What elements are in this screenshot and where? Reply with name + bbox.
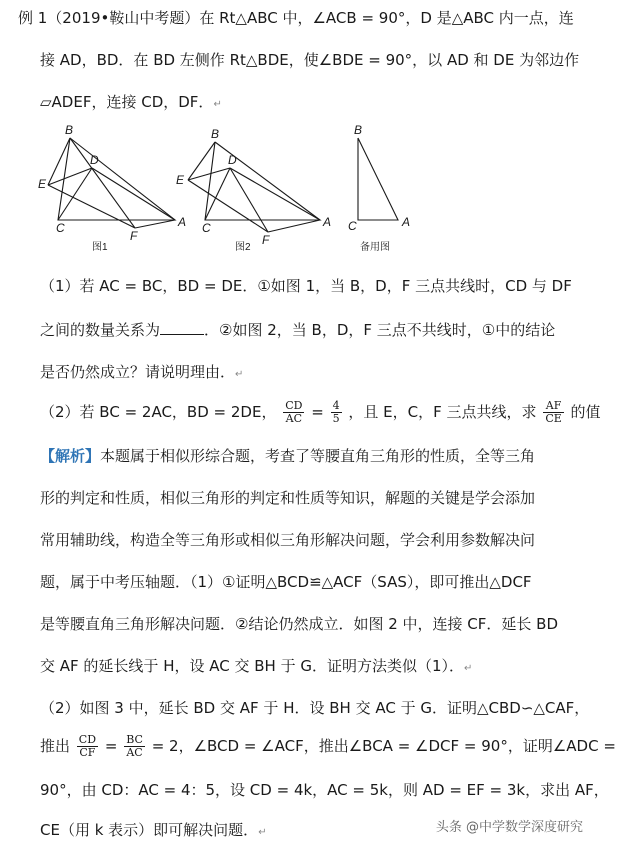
fig2-label-C: C [202,221,211,235]
answer-blank [160,320,204,335]
fig1-label-F: F [130,229,138,243]
watermark: 头条 @中学数学深度研究 [435,820,583,835]
fig1-label-A: A [178,215,187,229]
analysis-fraction-cd-cf: $\frac{CD}{CF}$ [78,733,97,759]
q2-fraction-af-ce: $\frac{AF}{CE}$ [545,399,562,425]
fig1-label-B: B [65,123,74,137]
analysis-line-6: 交 AF 的延长线于 H，设 AC 交 BH 于 G．证明方法类似（1）．↵ [40,657,473,675]
fig2-caption: 图2 [235,242,251,253]
analysis-line-5: 是等腰直角三角形解决问题．②结论仍然成立．如图 2 中，连接 CF．延长 BD [40,615,559,633]
fig2-label-F: F [262,233,270,247]
fig3-label-C: C [348,219,357,233]
problem-line-3: ▱ADEF，连接 CD，DF．↵ [40,93,222,111]
figure-1 [48,138,175,228]
fig2-label-D: D [228,153,237,167]
analysis-line-4: 题，属于中考压轴题．（1）①证明△BCD≌△ACF（SAS），即可推出△DCF [40,573,532,591]
analysis-fraction-bc-ac: $\frac{BC}{AC}$ [126,733,143,759]
q1-line-2: 之间的数量关系为 ．②如图 2，当 B，D，F 三点不共线时，①中的结论 [40,321,556,339]
analysis-line-9: 90°，由 CD：AC = 4：5，设 CD = 4k，AC = 5k，则 AD = EF = 3k，求出 AF， [40,781,609,799]
fig1-label-C: C [56,221,65,235]
figures [30,120,470,260]
fig2-label-A: A [323,215,332,229]
figure-3 [358,138,398,220]
fig3-label-A: A [402,215,411,229]
q1-line-3: 是否仍然成立？请说明理由．↵ [40,363,244,381]
fig1-label-D: D [90,153,99,167]
analysis-tag: 【解析】 [40,447,101,465]
fig3-caption: 备用图 [360,242,390,253]
analysis-line-7: （2）如图 3 中，延长 BD 交 AF 于 H．设 BH 交 AC 于 G．证明△CBD∽△CAF， [40,699,590,717]
fig1-label-E: E [38,177,47,191]
q1-line-1: （1）若 AC = BC，BD = DE．①如图 1，当 B，D，F 三点共线时，CD 与 DF [40,277,572,295]
geometry-figures-svg [30,120,470,260]
fig2-label-B: B [211,127,220,141]
analysis-line-8: 推出 $\frac{CD}{CF}$ = $\frac{BC}{AC}$ = 2，∠BCD = ∠ACF，推出∠BCA = ∠DCF = 90°，证明∠ADC = [40,733,616,759]
problem-line-1: 例 1（2019•鞍山中考题）在 Rt△ABC 中，∠ACB = 90°，D 是△ABC 内一点，连 [18,9,574,27]
fig3-label-B: B [354,123,363,137]
analysis-line-10: CE（用 k 表示）即可解决问题．↵ [40,821,267,839]
fig1-caption: 图1 [92,242,108,253]
analysis-line-1: 【解析】本题属于相似形综合题，考查了等腰直角三角形的性质，全等三角 [40,447,536,465]
analysis-line-3: 常用辅助线，构造全等三角形或相似三角形解决问题，学会利用参数解决问 [40,531,536,549]
q2-line: （2）若 BC = 2AC，BD = 2DE， $\frac{CD}{AC}$ = $\frac{4}{5}$ ，且 E，C，F 三点共线，求 $\frac{AF}{CE}$ 的值 [40,399,601,425]
analysis-line-2: 形的判定和性质，相似三角形的判定和性质等知识，解题的关键是学会添加 [40,489,536,507]
q2-fraction-4-5: $\frac{4}{5}$ [332,399,340,425]
figure-2 [188,142,320,232]
q2-fraction-cd-ac: $\frac{CD}{AC}$ [285,399,303,425]
problem-line-2: 接 AD，BD．在 BD 左侧作 Rt△BDE，使∠BDE = 90°，以 AD 和 DE 为邻边作 [40,51,580,69]
fig2-label-E: E [176,173,185,187]
